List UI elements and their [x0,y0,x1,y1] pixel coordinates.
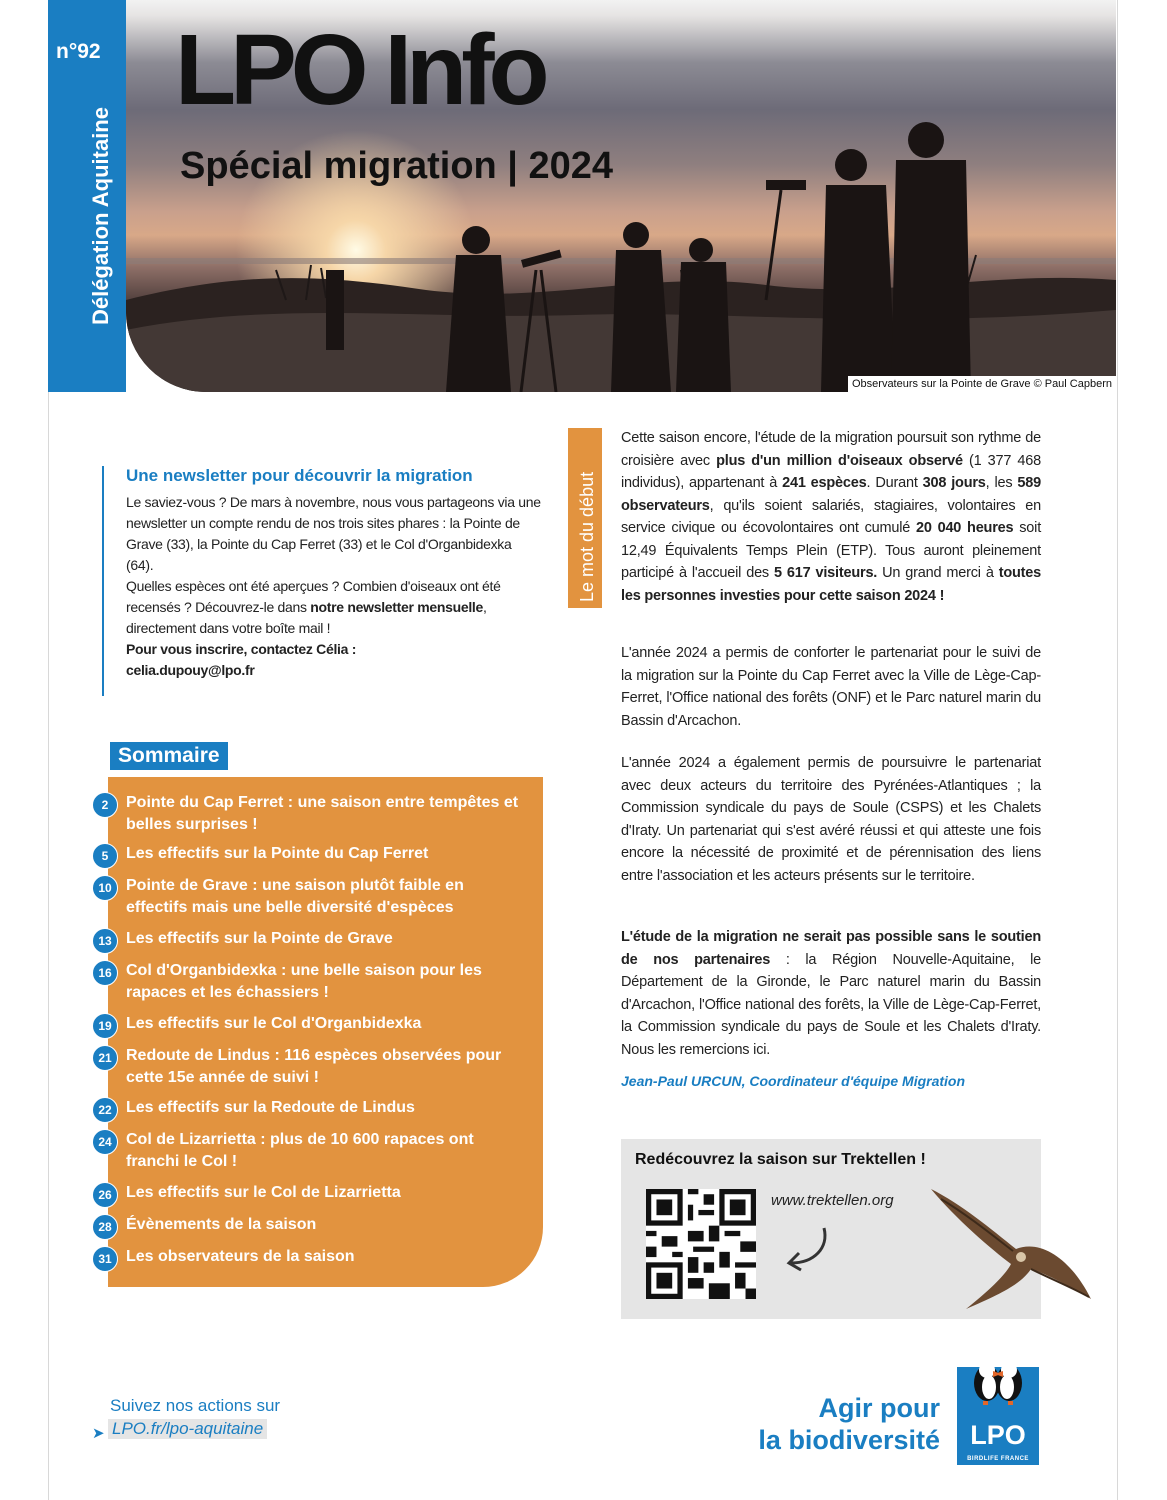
toc-title: Les effectifs sur le Col d'Organbidexka [126,1015,422,1032]
editorial-text: . Durant [866,475,923,491]
toc-page-number: 28 [92,1214,118,1240]
tagline-line-2: la biodiversité [758,1425,940,1455]
toc-page-number: 19 [92,1013,118,1039]
raptor-bird-icon [921,1169,1101,1319]
follow-url-link[interactable]: LPO.fr/lpo-aquitaine [108,1419,267,1439]
trektellen-box [621,1139,1041,1319]
sommaire-title: Sommaire [110,742,228,770]
toc-title: Les effectifs sur la Pointe du Cap Ferret [126,845,429,862]
editorial-highlight: 20 040 heures [915,520,1014,536]
toc-page-number: 13 [92,928,118,954]
puffin-icon [957,1355,1039,1415]
issue-number: n°92 [56,40,101,63]
editorial-text: Cette saison encore, l'étude de la migration poursuit son rythme de croisière avec [621,430,1041,469]
logo-text: LPO [970,1420,1026,1450]
editorial-highlight: 308 jours [922,475,986,491]
logo-subtext: BIRDLIFE FRANCE [967,1456,1029,1462]
newsletter-intro: Le saviez-vous ? De mars à novembre, nous vous partageons via une newsletter un compte rendu de nos trois sites phares : la Pointe de Grave (33), la Pointe du Cap Ferret (33) et le Col d'Organbidexka (64). [126,494,541,573]
photo-caption: Observateurs sur la Pointe de Grave © Paul Capbern [848,376,1116,392]
editorial-paragraph-4 [621,926,1041,1061]
editorial-paragraph-3: L'année 2024 a également permis de poursuivre le partenariat avec deux acteurs du territoire des Pyrénées-Atlantiques ; la Commission syndicale du pays de Soule (CSPS) et les Chalets d'Iraty. Un partenariat qui s'est avéré réussi et qui atteste une fois encore la nécessité de proximité et de pérennisation des liens entre l'association et les acteurs présents sur le territoire. [621,755,1041,884]
editorial-signature: Jean-Paul URCUN, Coordinateur d'équipe Migration [621,1073,966,1089]
editorial-highlight: 5 617 visiteurs. [774,565,878,581]
sommaire-box [98,777,543,1287]
toc-page-number: 16 [92,960,118,986]
editorial-paragraph-2: L'année 2024 a permis de conforter le partenariat pour le suivi de la migration sur la Pointe du Cap Ferret avec la Ville de Lège-Cap- Ferret, l'Office national des forêts (ONF) et le Parc naturel marin du Bassin d'Arcachon. [621,645,1041,729]
editorial-highlight: toutes les personnes investies pour cette saison 2024 ! [621,565,1041,604]
lpo-logo [957,1367,1039,1465]
editorial-text: , qu'ils soient salariés, stagiaires, volontaires en service civique ou écovolontaires ont cumulé [621,497,1041,536]
newsletter-link-text: notre newsletter mensuelle [310,599,484,615]
editorial-text: : la Région Nouvelle-Aquitaine, le Département de la Gironde, le Parc naturel marin du Bassin d'Arcachon, l'Office national des forêts, la Ville de Lège-Cap-Ferret, la Commission syndicale du pays de Soule et les Chalets d'Iraty. Nous les remercions ici. [621,951,1042,1058]
follow-label: Suivez nos actions sur [110,1396,281,1415]
curved-arrow-icon [779,1223,839,1273]
editorial-text: Un grand merci à [877,565,999,581]
toc-page-number: 10 [92,875,118,901]
toc-page-number: 24 [92,1129,118,1155]
editorial-highlight: 589 observateurs [621,475,1041,514]
toc-page-number: 5 [92,843,118,869]
arrow-pointer-icon: ➤ [92,1425,105,1442]
newsletter-question-text: Quelles espèces ont été aperçues ? Combien d'oiseaux ont été recensés ? Découvrez-le dans [126,578,501,615]
delegation-label: Délégation Aquitaine [88,107,113,325]
qr-code-icon[interactable] [646,1189,756,1299]
page-subtitle: Spécial migration | 2024 [180,145,614,187]
editorial-highlight: plus d'un million d'oiseaux observé [716,452,963,469]
editorial-paragraph-1 [621,427,1041,607]
newsletter-question [126,576,542,639]
editorial-text: soit 12,49 Équivalents Temps Plein (ETP). Tous auront pleinement participé à l'accueil des [621,520,1042,581]
toc-title: Les effectifs sur le Col de Lizarrietta [126,1184,401,1201]
toc-title: Col de Lizarrietta : plus de 10 600 rapaces ont franchi le Col ! [126,1131,474,1170]
toc-page-number: 2 [92,792,118,818]
editorial-text: (1 377 468 individus), appartenant à [621,452,1041,491]
toc-title: Les observateurs de la saison [126,1248,355,1265]
newsletter-contact [126,639,542,681]
toc-title: Évènements de la saison [126,1216,317,1233]
trektellen-title: Redécouvrez la saison sur Trektellen ! [635,1151,926,1168]
newsletter-email[interactable]: celia.dupouy@lpo.fr [126,662,255,678]
toc-title: Redoute de Lindus : 116 espèces observées pour cette 15e année de suivi ! [126,1047,502,1086]
newsletter-question-end: , directement dans votre boîte mail ! [126,599,487,636]
tagline-line-1: Agir pour [818,1393,940,1423]
tagline [710,1392,940,1456]
editorial-band-label: Le mot du début [577,471,597,602]
page-title: LPO Info [175,14,544,126]
toc-title: Les effectifs sur la Redoute de Lindus [126,1099,415,1116]
newsletter-box [102,466,542,696]
toc-title: Col d'Organbidexka : une belle saison pour les rapaces et les échassiers ! [126,962,482,1001]
toc-page-number: 26 [92,1182,118,1208]
editorial-highlight: L'étude de la migration ne serait pas possible sans le soutien de nos partenaires [621,929,1041,968]
newsletter-contact-text: Pour vous inscrire, contactez Célia : [126,641,357,657]
toc-title: Les effectifs sur la Pointe de Grave [126,930,393,947]
toc-title: Pointe de Grave : une saison plutôt faible en effectifs mais une belle diversité d'espèces [126,877,464,916]
toc-page-number: 22 [92,1097,118,1123]
editorial-highlight: 241 espèces [782,475,867,491]
trektellen-url[interactable]: www.trektellen.org [771,1192,894,1209]
toc-page-number: 31 [92,1246,118,1272]
toc-title: Pointe du Cap Ferret : une saison entre tempêtes et belles surprises ! [126,794,519,833]
newsletter-title: Une newsletter pour découvrir la migration [126,466,473,485]
editorial-text: , les [985,475,1018,491]
toc-page-number: 21 [92,1045,118,1071]
